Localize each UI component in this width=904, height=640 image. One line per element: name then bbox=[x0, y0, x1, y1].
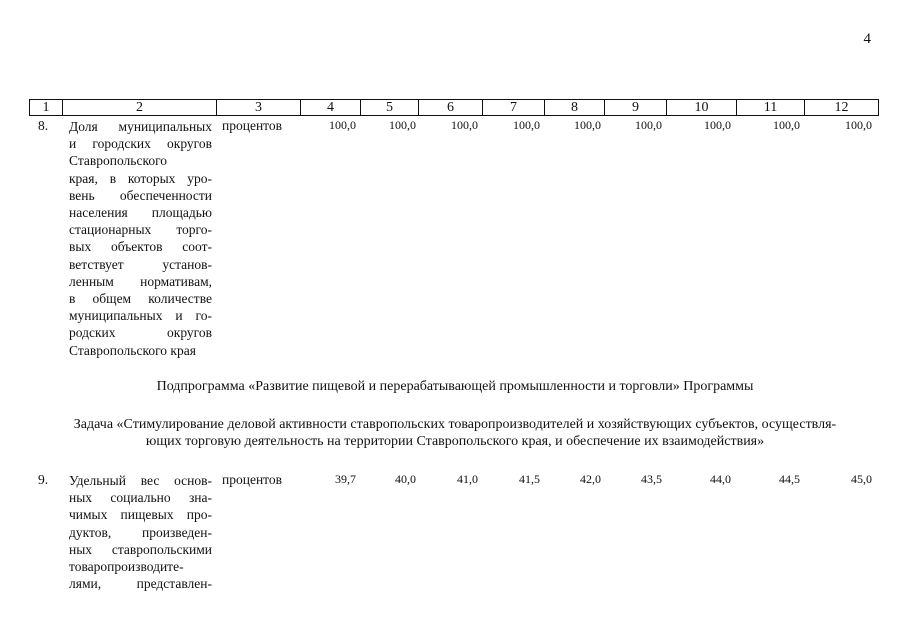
value-cell: 100,0 bbox=[329, 118, 356, 132]
description-line: Ставропольского края bbox=[69, 342, 196, 358]
subprogram-title: Подпрограмма «Развитие пищевой и перерабатывающей промышленности и торговли» Программы bbox=[156, 379, 754, 394]
description-line: Доля муниципальных bbox=[69, 119, 212, 134]
value-cell: 100,0 bbox=[635, 118, 662, 132]
unit-cell: процентов bbox=[222, 118, 283, 133]
description-line: товаропроизводите- bbox=[69, 559, 184, 575]
value-cell: 100,0 bbox=[451, 118, 478, 132]
value-cell: 44,5 bbox=[779, 472, 800, 486]
value-cell: 39,7 bbox=[335, 472, 356, 486]
header-cell: 11 bbox=[737, 100, 805, 116]
value-cell: 100,0 bbox=[773, 118, 800, 132]
column-number-header bbox=[29, 99, 879, 116]
header-cell: 1 bbox=[30, 100, 63, 116]
value-cell: 43,5 bbox=[641, 472, 662, 486]
header-cell: 2 bbox=[63, 100, 217, 116]
value-cell: 100,0 bbox=[513, 118, 540, 132]
header-cell: 12 bbox=[805, 100, 879, 116]
description-line: чимых пищевых про- bbox=[69, 507, 212, 523]
description-line: стационарных торго- bbox=[69, 222, 212, 238]
unit-cell: процентов bbox=[222, 472, 283, 487]
description-line: населения площадью bbox=[69, 205, 212, 221]
header-cell: 7 bbox=[483, 100, 545, 116]
description-line: ленным нормативам, bbox=[69, 273, 212, 289]
value-cell: 100,0 bbox=[704, 118, 731, 132]
description-line: вых объектов соот- bbox=[69, 239, 212, 255]
header-cell: 9 bbox=[605, 100, 667, 116]
value-cell: 41,5 bbox=[519, 472, 540, 486]
description-line: родских округов bbox=[69, 325, 212, 341]
header-cell: 6 bbox=[419, 100, 483, 116]
header-cell: 4 bbox=[301, 100, 361, 116]
task-text-line-1: Задача «Стимулирование деловой активности ставропольских товаропроизводителей и хозяйствующих субъектов, осуществля- bbox=[73, 417, 837, 432]
description-line: Удельный вес основ- bbox=[69, 473, 212, 488]
header-cell: 10 bbox=[667, 100, 737, 116]
value-cell: 42,0 bbox=[580, 472, 601, 486]
description-line: ветствует установ- bbox=[69, 256, 212, 272]
value-cell: 45,0 bbox=[851, 472, 872, 486]
description-line: лями, представлен- bbox=[69, 576, 212, 592]
description-line: дуктов, произведен- bbox=[69, 524, 212, 540]
description-line: муниципальных и го- bbox=[69, 308, 212, 324]
value-cell: 44,0 bbox=[710, 472, 731, 486]
description-line: в общем количестве bbox=[69, 291, 212, 307]
header-cell: 5 bbox=[361, 100, 419, 116]
description-line: ных социально зна- bbox=[69, 490, 212, 506]
description-line: края, в которых уро- bbox=[69, 170, 212, 186]
value-cell: 100,0 bbox=[574, 118, 601, 132]
description-line: и городских округов bbox=[69, 136, 212, 152]
header-cell: 3 bbox=[217, 100, 301, 116]
description-line: Ставропольского bbox=[69, 153, 168, 169]
row-description bbox=[69, 118, 212, 359]
value-cell: 40,0 bbox=[395, 472, 416, 486]
row-description bbox=[69, 472, 212, 592]
task-text-line-2: ющих торговую деятельность на территории Ставропольского края, и обеспечение их взаимодействия» bbox=[145, 434, 765, 449]
value-cell: 100,0 bbox=[389, 118, 416, 132]
page-number: 4 bbox=[863, 31, 871, 47]
header-cell: 8 bbox=[545, 100, 605, 116]
value-cell: 41,0 bbox=[457, 472, 478, 486]
value-cell: 100,0 bbox=[845, 118, 872, 132]
row-number: 8. bbox=[38, 118, 49, 133]
description-line: ных ставропольскими bbox=[69, 541, 212, 557]
description-line: вень обеспеченности bbox=[69, 187, 212, 203]
row-number: 9. bbox=[38, 472, 49, 487]
